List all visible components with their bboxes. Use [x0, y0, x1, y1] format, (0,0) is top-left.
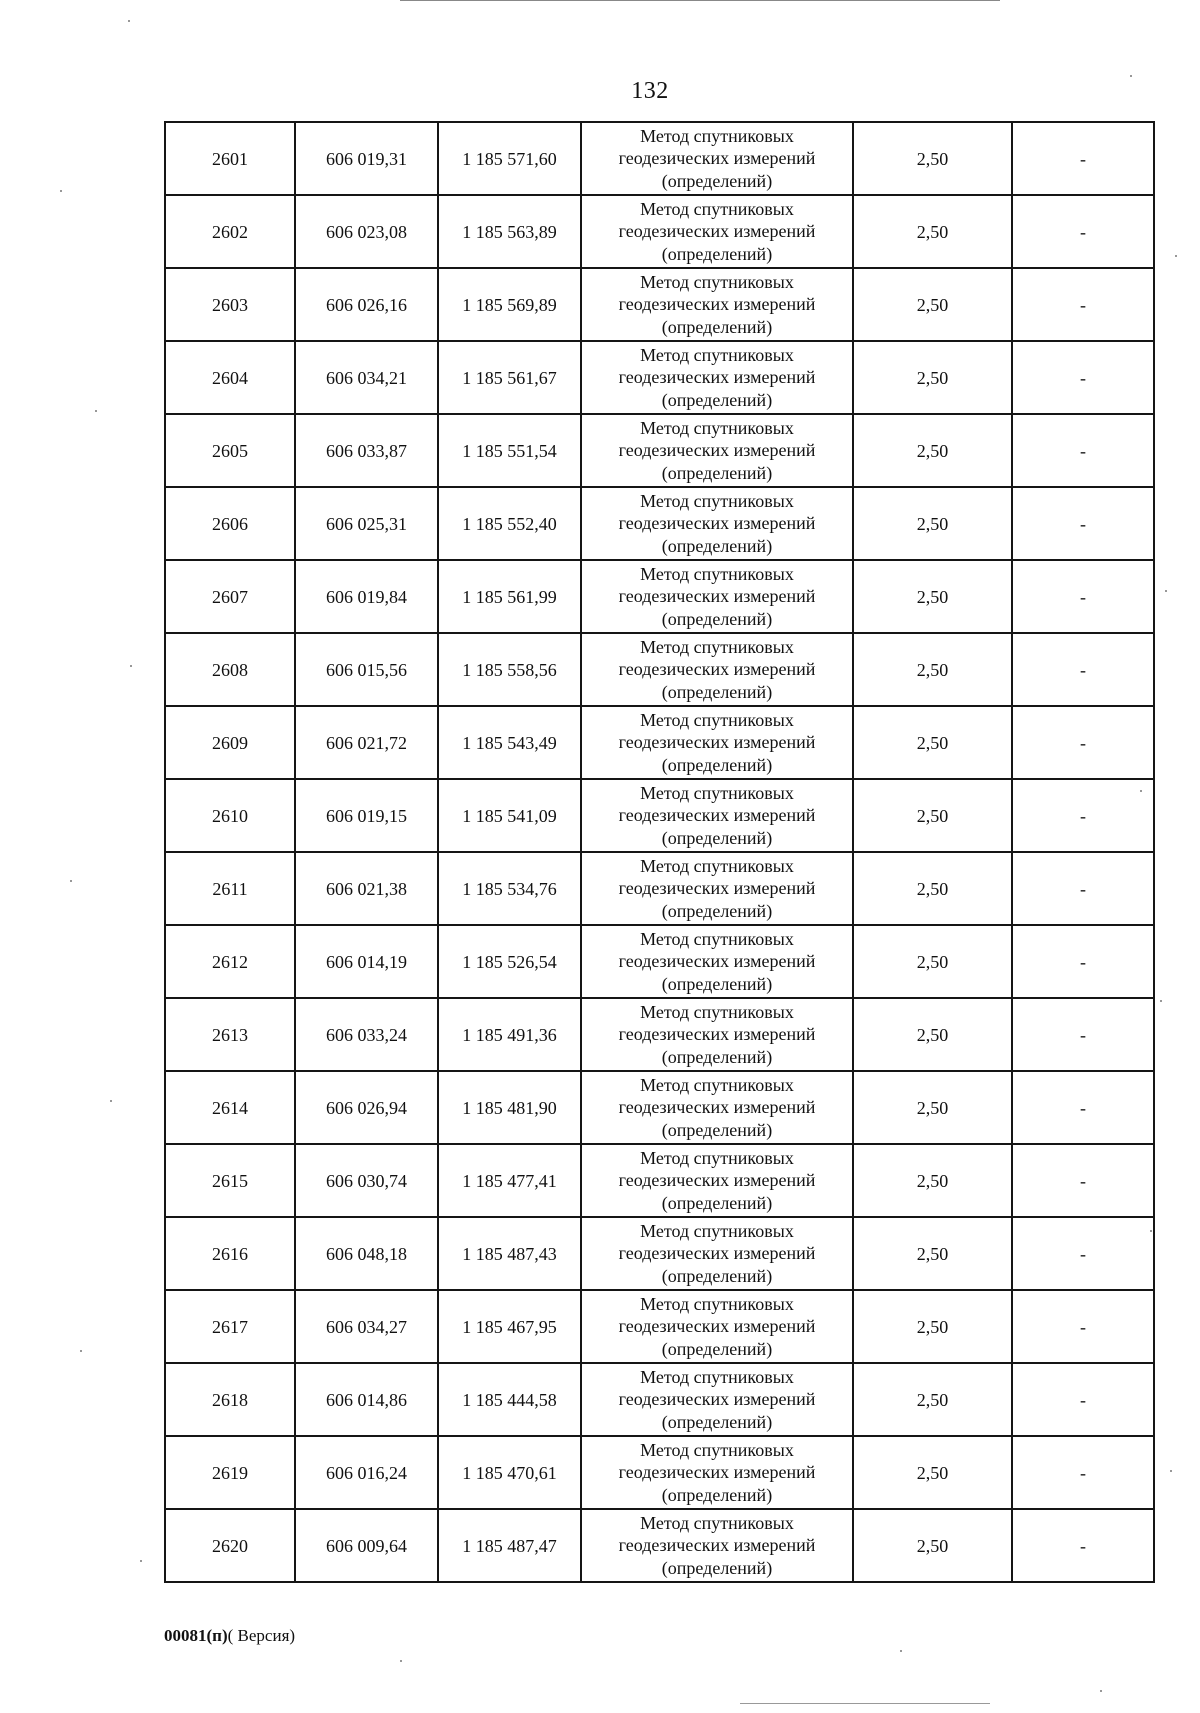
x-coordinate-cell: 606 014,86 — [295, 1363, 438, 1436]
x-coordinate-cell: 606 016,24 — [295, 1436, 438, 1509]
method-text: Метод спутниковых геодезических измерений (определений) — [618, 125, 816, 191]
table-row — [165, 414, 1154, 487]
method-text: Метод спутниковых геодезических измерений (определений) — [618, 855, 816, 921]
point-number-cell: 2611 — [165, 852, 295, 925]
method-cell — [581, 560, 853, 633]
table-row — [165, 925, 1154, 998]
accuracy-cell: 2,50 — [853, 1509, 1012, 1582]
y-coordinate-cell: 1 185 526,54 — [438, 925, 581, 998]
x-coordinate-cell: 606 025,31 — [295, 487, 438, 560]
document-footer — [164, 1626, 295, 1646]
y-coordinate-cell: 1 185 551,54 — [438, 414, 581, 487]
accuracy-cell: 2,50 — [853, 925, 1012, 998]
x-coordinate-cell: 606 033,24 — [295, 998, 438, 1071]
method-cell — [581, 1436, 853, 1509]
method-text: Метод спутниковых геодезических измерений (определений) — [618, 1439, 816, 1505]
scan-speck — [130, 665, 132, 667]
point-number-cell: 2608 — [165, 633, 295, 706]
x-coordinate-cell: 606 014,19 — [295, 925, 438, 998]
y-coordinate-cell: 1 185 487,43 — [438, 1217, 581, 1290]
accuracy-cell: 2,50 — [853, 268, 1012, 341]
point-number-cell: 2619 — [165, 1436, 295, 1509]
method-cell — [581, 779, 853, 852]
y-coordinate-cell: 1 185 481,90 — [438, 1071, 581, 1144]
x-coordinate-cell: 606 033,87 — [295, 414, 438, 487]
accuracy-cell: 2,50 — [853, 122, 1012, 195]
y-coordinate-cell: 1 185 561,67 — [438, 341, 581, 414]
table-row — [165, 998, 1154, 1071]
accuracy-cell: 2,50 — [853, 1363, 1012, 1436]
method-cell — [581, 1363, 853, 1436]
y-coordinate-cell: 1 185 558,56 — [438, 633, 581, 706]
scan-speck — [110, 1100, 112, 1102]
x-coordinate-cell: 606 019,15 — [295, 779, 438, 852]
x-coordinate-cell: 606 026,94 — [295, 1071, 438, 1144]
point-number-cell: 2613 — [165, 998, 295, 1071]
accuracy-cell: 2,50 — [853, 706, 1012, 779]
method-cell — [581, 852, 853, 925]
note-cell: - — [1012, 1290, 1154, 1363]
note-cell: - — [1012, 1509, 1154, 1582]
note-cell: - — [1012, 122, 1154, 195]
table-row — [165, 268, 1154, 341]
method-cell — [581, 1071, 853, 1144]
y-coordinate-cell: 1 185 491,36 — [438, 998, 581, 1071]
point-number-cell: 2614 — [165, 1071, 295, 1144]
method-cell — [581, 706, 853, 779]
point-number-cell: 2609 — [165, 706, 295, 779]
accuracy-cell: 2,50 — [853, 1217, 1012, 1290]
x-coordinate-cell: 606 034,27 — [295, 1290, 438, 1363]
method-text: Метод спутниковых геодезических измерений (определений) — [618, 709, 816, 775]
method-text: Метод спутниковых геодезических измерений (определений) — [618, 198, 816, 264]
y-coordinate-cell: 1 185 569,89 — [438, 268, 581, 341]
method-text: Метод спутниковых геодезических измерений (определений) — [618, 636, 816, 702]
y-coordinate-cell: 1 185 487,47 — [438, 1509, 581, 1582]
method-cell — [581, 1217, 853, 1290]
method-text: Метод спутниковых геодезических измерений (определений) — [618, 563, 816, 629]
coordinates-table-body — [165, 122, 1154, 1582]
table-row — [165, 1217, 1154, 1290]
scan-speck — [1165, 590, 1167, 592]
method-text: Метод спутниковых геодезических измерений (определений) — [618, 344, 816, 410]
y-coordinate-cell: 1 185 561,99 — [438, 560, 581, 633]
accuracy-cell: 2,50 — [853, 341, 1012, 414]
x-coordinate-cell: 606 019,31 — [295, 122, 438, 195]
y-coordinate-cell: 1 185 541,09 — [438, 779, 581, 852]
method-text: Метод спутниковых геодезических измерений (определений) — [618, 1220, 816, 1286]
note-cell: - — [1012, 341, 1154, 414]
point-number-cell: 2603 — [165, 268, 295, 341]
y-coordinate-cell: 1 185 470,61 — [438, 1436, 581, 1509]
method-text: Метод спутниковых геодезических измерений (определений) — [618, 1001, 816, 1067]
accuracy-cell: 2,50 — [853, 779, 1012, 852]
scan-speck — [128, 20, 130, 22]
table-row — [165, 1144, 1154, 1217]
table-row — [165, 560, 1154, 633]
note-cell: - — [1012, 633, 1154, 706]
y-coordinate-cell: 1 185 571,60 — [438, 122, 581, 195]
x-coordinate-cell: 606 026,16 — [295, 268, 438, 341]
method-text: Метод спутниковых геодезических измерений (определений) — [618, 271, 816, 337]
table-row — [165, 1290, 1154, 1363]
method-text: Метод спутниковых геодезических измерений (определений) — [618, 1512, 816, 1578]
scan-speck — [70, 880, 72, 882]
note-cell: - — [1012, 414, 1154, 487]
accuracy-cell: 2,50 — [853, 487, 1012, 560]
point-number-cell: 2604 — [165, 341, 295, 414]
method-cell — [581, 414, 853, 487]
table-row — [165, 1363, 1154, 1436]
point-number-cell: 2620 — [165, 1509, 295, 1582]
y-coordinate-cell: 1 185 534,76 — [438, 852, 581, 925]
method-text: Метод спутниковых геодезических измерений (определений) — [618, 782, 816, 848]
table-row — [165, 1436, 1154, 1509]
accuracy-cell: 2,50 — [853, 1144, 1012, 1217]
note-cell: - — [1012, 560, 1154, 633]
scan-speck — [900, 1650, 902, 1652]
scan-speck — [1130, 75, 1132, 77]
accuracy-cell: 2,50 — [853, 1290, 1012, 1363]
y-coordinate-cell: 1 185 444,58 — [438, 1363, 581, 1436]
method-cell — [581, 122, 853, 195]
y-coordinate-cell: 1 185 563,89 — [438, 195, 581, 268]
accuracy-cell: 2,50 — [853, 633, 1012, 706]
method-text: Метод спутниковых геодезических измерений (определений) — [618, 490, 816, 556]
point-number-cell: 2607 — [165, 560, 295, 633]
note-cell: - — [1012, 1071, 1154, 1144]
point-number-cell: 2606 — [165, 487, 295, 560]
scan-edge-line — [400, 0, 1000, 1]
note-cell: - — [1012, 1217, 1154, 1290]
scan-speck — [1140, 790, 1142, 792]
table-row — [165, 633, 1154, 706]
scan-edge-line-bottom — [740, 1703, 990, 1704]
x-coordinate-cell: 606 015,56 — [295, 633, 438, 706]
accuracy-cell: 2,50 — [853, 195, 1012, 268]
x-coordinate-cell: 606 034,21 — [295, 341, 438, 414]
scan-speck — [95, 410, 97, 412]
y-coordinate-cell: 1 185 552,40 — [438, 487, 581, 560]
point-number-cell: 2617 — [165, 1290, 295, 1363]
note-cell: - — [1012, 268, 1154, 341]
note-cell: - — [1012, 852, 1154, 925]
point-number-cell: 2605 — [165, 414, 295, 487]
scan-speck — [140, 1560, 142, 1562]
x-coordinate-cell: 606 030,74 — [295, 1144, 438, 1217]
x-coordinate-cell: 606 019,84 — [295, 560, 438, 633]
method-text: Метод спутниковых геодезических измерений (определений) — [618, 1074, 816, 1140]
table-row — [165, 341, 1154, 414]
note-cell: - — [1012, 487, 1154, 560]
method-text: Метод спутниковых геодезических измерений (определений) — [618, 1147, 816, 1213]
table-row — [165, 1071, 1154, 1144]
method-text: Метод спутниковых геодезических измерений (определений) — [618, 1366, 816, 1432]
x-coordinate-cell: 606 023,08 — [295, 195, 438, 268]
method-cell — [581, 341, 853, 414]
table-row — [165, 779, 1154, 852]
method-cell — [581, 998, 853, 1071]
method-cell — [581, 487, 853, 560]
scan-speck — [1170, 1470, 1172, 1472]
scan-speck — [1150, 1230, 1152, 1232]
point-number-cell: 2616 — [165, 1217, 295, 1290]
accuracy-cell: 2,50 — [853, 560, 1012, 633]
scan-speck — [60, 190, 62, 192]
scan-speck — [1160, 1000, 1162, 1002]
note-cell: - — [1012, 1363, 1154, 1436]
point-number-cell: 2601 — [165, 122, 295, 195]
table-row — [165, 122, 1154, 195]
accuracy-cell: 2,50 — [853, 852, 1012, 925]
table-row — [165, 1509, 1154, 1582]
y-coordinate-cell: 1 185 477,41 — [438, 1144, 581, 1217]
y-coordinate-cell: 1 185 543,49 — [438, 706, 581, 779]
note-cell: - — [1012, 779, 1154, 852]
point-number-cell: 2615 — [165, 1144, 295, 1217]
document-version: ( Версия) — [227, 1626, 296, 1645]
table-row — [165, 487, 1154, 560]
x-coordinate-cell: 606 021,72 — [295, 706, 438, 779]
method-cell — [581, 1509, 853, 1582]
note-cell: - — [1012, 998, 1154, 1071]
table-row — [165, 706, 1154, 779]
method-cell — [581, 633, 853, 706]
point-number-cell: 2602 — [165, 195, 295, 268]
method-cell — [581, 1290, 853, 1363]
note-cell: - — [1012, 706, 1154, 779]
coordinates-table — [164, 121, 1155, 1583]
accuracy-cell: 2,50 — [853, 1071, 1012, 1144]
method-cell — [581, 195, 853, 268]
method-cell — [581, 925, 853, 998]
scan-speck — [1100, 1690, 1102, 1692]
method-cell — [581, 268, 853, 341]
point-number-cell: 2612 — [165, 925, 295, 998]
document-code: 00081(п) — [164, 1626, 228, 1645]
method-text: Метод спутниковых геодезических измерений (определений) — [618, 928, 816, 994]
x-coordinate-cell: 606 048,18 — [295, 1217, 438, 1290]
x-coordinate-cell: 606 009,64 — [295, 1509, 438, 1582]
accuracy-cell: 2,50 — [853, 1436, 1012, 1509]
accuracy-cell: 2,50 — [853, 998, 1012, 1071]
note-cell: - — [1012, 1144, 1154, 1217]
point-number-cell: 2610 — [165, 779, 295, 852]
note-cell: - — [1012, 925, 1154, 998]
note-cell: - — [1012, 1436, 1154, 1509]
page-number: 132 — [631, 78, 669, 104]
method-text: Метод спутниковых геодезических измерений (определений) — [618, 1293, 816, 1359]
scan-speck — [80, 1350, 82, 1352]
y-coordinate-cell: 1 185 467,95 — [438, 1290, 581, 1363]
table-row — [165, 852, 1154, 925]
table-row — [165, 195, 1154, 268]
point-number-cell: 2618 — [165, 1363, 295, 1436]
method-text: Метод спутниковых геодезических измерений (определений) — [618, 417, 816, 483]
method-cell — [581, 1144, 853, 1217]
scan-speck — [1175, 255, 1177, 257]
scan-speck — [400, 1660, 402, 1662]
x-coordinate-cell: 606 021,38 — [295, 852, 438, 925]
accuracy-cell: 2,50 — [853, 414, 1012, 487]
note-cell: - — [1012, 195, 1154, 268]
